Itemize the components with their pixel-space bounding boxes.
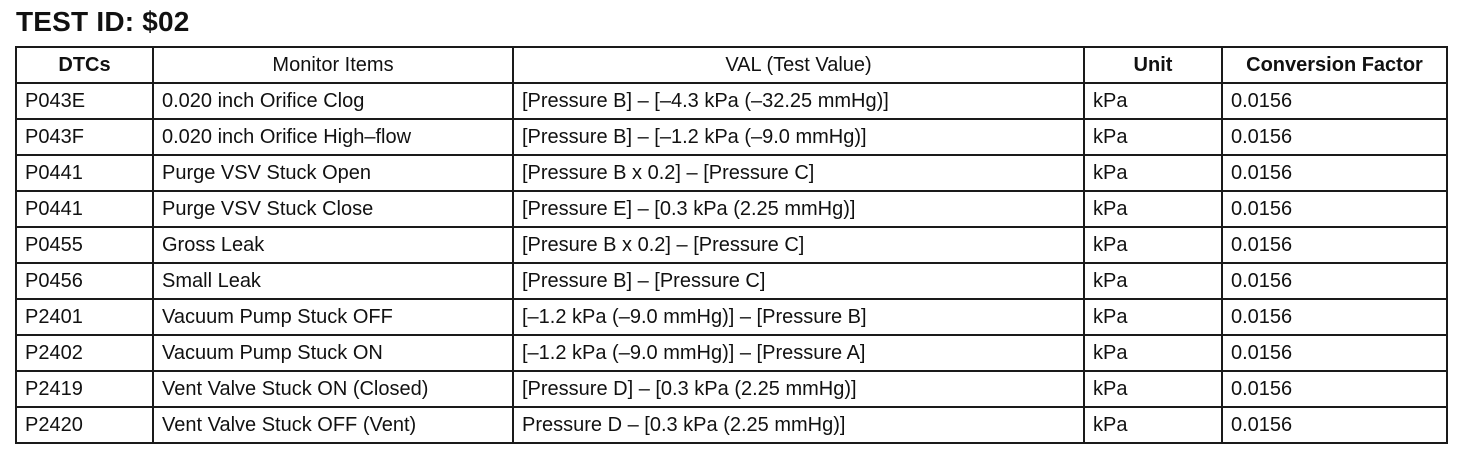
cell-unit: kPa: [1084, 119, 1222, 155]
header-dtcs: DTCs: [16, 47, 153, 83]
table-row: [16, 191, 1447, 227]
cell-dtc: P0441: [16, 191, 153, 227]
cell-dtc: P0456: [16, 263, 153, 299]
cell-test-value: [Presure B x 0.2] – [Pressure C]: [513, 227, 1084, 263]
cell-dtc: P043F: [16, 119, 153, 155]
table-row: [16, 335, 1447, 371]
cell-monitor-item: Vent Valve Stuck ON (Closed): [153, 371, 513, 407]
dtc-table: [15, 46, 1448, 444]
cell-monitor-item: Vacuum Pump Stuck ON: [153, 335, 513, 371]
cell-dtc: P2420: [16, 407, 153, 443]
cell-unit: kPa: [1084, 407, 1222, 443]
cell-conversion-factor: 0.0156: [1222, 371, 1447, 407]
cell-unit: kPa: [1084, 335, 1222, 371]
cell-test-value: [Pressure B] – [–1.2 kPa (–9.0 mmHg)]: [513, 119, 1084, 155]
cell-unit: kPa: [1084, 371, 1222, 407]
cell-dtc: P043E: [16, 83, 153, 119]
cell-monitor-item: Purge VSV Stuck Close: [153, 191, 513, 227]
cell-test-value: [Pressure E] – [0.3 kPa (2.25 mmHg)]: [513, 191, 1084, 227]
cell-monitor-item: Gross Leak: [153, 227, 513, 263]
header-conversion-factor: Conversion Factor: [1222, 47, 1447, 83]
cell-test-value: Pressure D – [0.3 kPa (2.25 mmHg)]: [513, 407, 1084, 443]
header-val: VAL (Test Value): [513, 47, 1084, 83]
cell-monitor-item: 0.020 inch Orifice High–flow: [153, 119, 513, 155]
cell-monitor-item: Small Leak: [153, 263, 513, 299]
cell-conversion-factor: 0.0156: [1222, 119, 1447, 155]
cell-conversion-factor: 0.0156: [1222, 263, 1447, 299]
cell-test-value: [Pressure B x 0.2] – [Pressure C]: [513, 155, 1084, 191]
cell-conversion-factor: 0.0156: [1222, 335, 1447, 371]
cell-test-value: [–1.2 kPa (–9.0 mmHg)] – [Pressure A]: [513, 335, 1084, 371]
cell-unit: kPa: [1084, 299, 1222, 335]
cell-unit: kPa: [1084, 227, 1222, 263]
cell-monitor-item: Vacuum Pump Stuck OFF: [153, 299, 513, 335]
table-row: [16, 299, 1447, 335]
cell-unit: kPa: [1084, 155, 1222, 191]
cell-unit: kPa: [1084, 263, 1222, 299]
cell-test-value: [Pressure B] – [Pressure C]: [513, 263, 1084, 299]
header-monitor-items: Monitor Items: [153, 47, 513, 83]
cell-unit: kPa: [1084, 83, 1222, 119]
cell-test-value: [Pressure B] – [–4.3 kPa (–32.25 mmHg)]: [513, 83, 1084, 119]
table-row: [16, 407, 1447, 443]
cell-conversion-factor: 0.0156: [1222, 299, 1447, 335]
table-row: [16, 119, 1447, 155]
cell-conversion-factor: 0.0156: [1222, 155, 1447, 191]
table-row: [16, 83, 1447, 119]
cell-monitor-item: Vent Valve Stuck OFF (Vent): [153, 407, 513, 443]
table-row: [16, 263, 1447, 299]
table-header-row: [16, 47, 1447, 83]
cell-monitor-item: 0.020 inch Orifice Clog: [153, 83, 513, 119]
cell-test-value: [–1.2 kPa (–9.0 mmHg)] – [Pressure B]: [513, 299, 1084, 335]
cell-monitor-item: Purge VSV Stuck Open: [153, 155, 513, 191]
table-row: [16, 371, 1447, 407]
cell-dtc: P2401: [16, 299, 153, 335]
cell-dtc: P0455: [16, 227, 153, 263]
cell-dtc: P2402: [16, 335, 153, 371]
page-title: TEST ID: $02: [16, 6, 190, 37]
cell-conversion-factor: 0.0156: [1222, 83, 1447, 119]
cell-conversion-factor: 0.0156: [1222, 191, 1447, 227]
cell-dtc: P0441: [16, 155, 153, 191]
table-row: [16, 227, 1447, 263]
table-row: [16, 155, 1447, 191]
cell-conversion-factor: 0.0156: [1222, 227, 1447, 263]
cell-dtc: P2419: [16, 371, 153, 407]
cell-conversion-factor: 0.0156: [1222, 407, 1447, 443]
header-unit: Unit: [1084, 47, 1222, 83]
cell-unit: kPa: [1084, 191, 1222, 227]
cell-test-value: [Pressure D] – [0.3 kPa (2.25 mmHg)]: [513, 371, 1084, 407]
